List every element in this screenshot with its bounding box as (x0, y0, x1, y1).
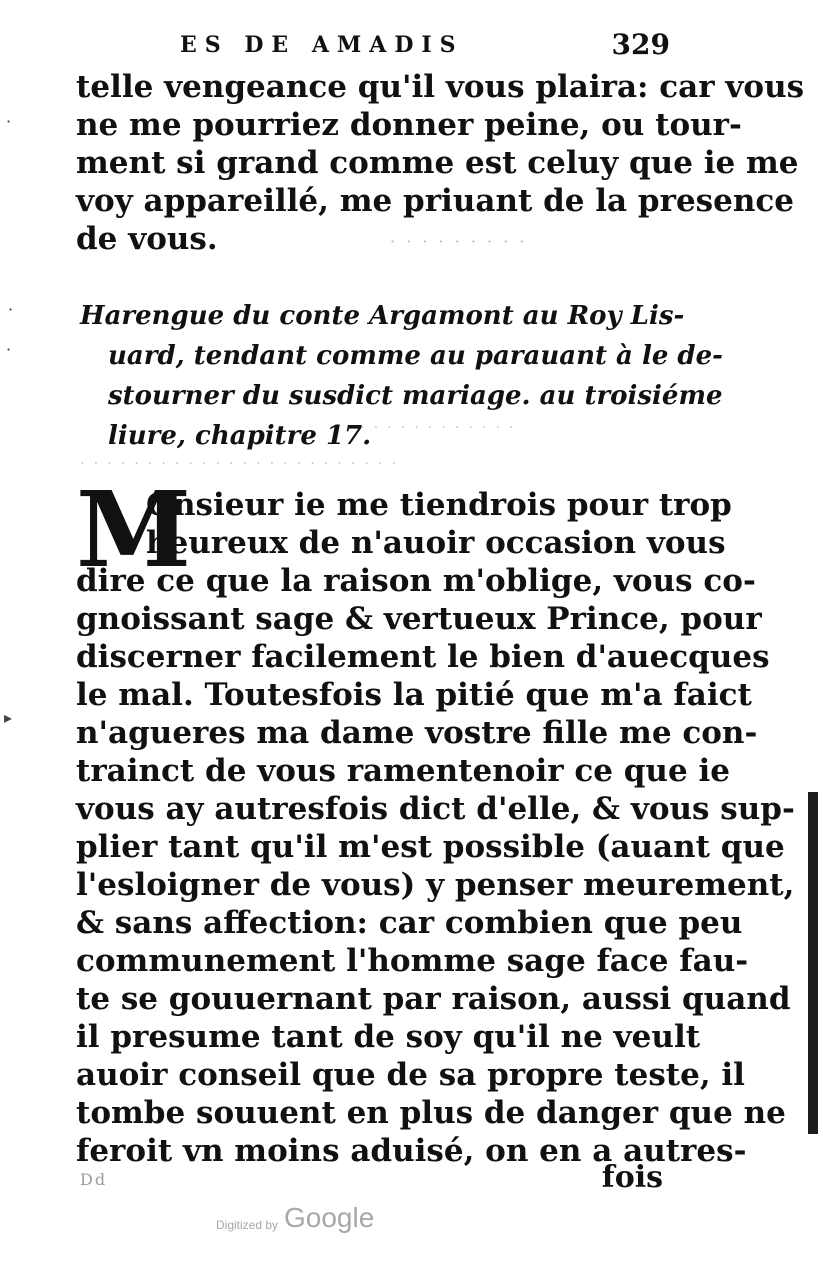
text-line: ne me pourriez donner peine, ou tour- (76, 107, 742, 143)
running-head-title: ES DE AMADIS (180, 32, 464, 58)
scan-edge-shadow (808, 792, 818, 1134)
text-line: vous ay autresfois dict d'elle, & vous sup- (76, 791, 795, 827)
text-line: tombe souuent en plus de danger que ne (76, 1095, 786, 1131)
text-line: ment si grand comme est celuy que ie me (76, 145, 799, 181)
bleed-through-text: · · · · · · · · · · · · · · · · · · · · · · · · (80, 454, 399, 472)
text-line: feroit vn moins aduisé, on en a autres- (76, 1133, 747, 1169)
bleed-through-text: · · · · · · · · · (390, 232, 528, 251)
drop-cap: M (76, 468, 192, 591)
watermark-prefix: Digitized by (216, 1218, 279, 1232)
text-line: discerner facilement le bien d'auecques (76, 639, 770, 675)
text-line: n'agueres ma dame vostre fille me con- (76, 715, 758, 751)
heading-line: stourner du susdict mariage. au troisiéme (108, 381, 723, 411)
body-paragraph (76, 486, 795, 1170)
text-line: le mal. Toutesfois la pitié que m'a faict (76, 677, 752, 713)
heading-line: Harengue du conte Argamont au Roy Lis- (80, 301, 685, 331)
margin-speck: ▸ (4, 708, 13, 727)
bleed-through-text: · · · · · · · · · · · · (360, 418, 516, 436)
text-line: il presume tant de soy qu'il ne veult (76, 1019, 701, 1055)
heading-line: liure, chapitre 17. (108, 421, 372, 451)
text-line: de vous. (76, 221, 218, 257)
google-logo: Google (284, 1202, 375, 1233)
text-line: heureux de n'auoir occasion vous (146, 525, 726, 561)
text-line: telle vengeance qu'il vous plaira: car vous (76, 69, 805, 105)
margin-speck: · (6, 340, 12, 359)
text-line: trainct de vous ramentenoir ce que ie (76, 753, 730, 789)
text-line: gnoissant sage & vertueux Prince, pour (76, 601, 762, 637)
running-head (180, 28, 670, 64)
signature-mark: Dd (80, 1170, 108, 1189)
page-number: 329 (611, 28, 670, 61)
catchword: fois (601, 1160, 663, 1195)
margin-speck: · (8, 300, 14, 319)
margin-speck: · (6, 112, 12, 131)
text-line: te se gouuernant par raison, aussi quand (76, 981, 791, 1017)
opening-paragraph (76, 68, 805, 258)
text-line: communement l'homme sage face fau- (76, 943, 749, 979)
text-line: auoir conseil que de sa propre teste, il (76, 1057, 745, 1093)
text-line: Onsieur ie me tiendrois pour trop (146, 487, 732, 523)
text-line: plier tant qu'il m'est possible (auant que (76, 829, 785, 865)
text-line: & sans affection: car combien que peu (76, 905, 743, 941)
text-line: dire ce que la raison m'oblige, vous co- (76, 563, 756, 599)
text-line: l'esloigner de vous) y penser meurement, (76, 867, 795, 903)
text-line: voy appareillé, me priuant de la presence (76, 183, 794, 219)
heading-line: uard, tendant comme au parauant à le de- (108, 341, 723, 371)
